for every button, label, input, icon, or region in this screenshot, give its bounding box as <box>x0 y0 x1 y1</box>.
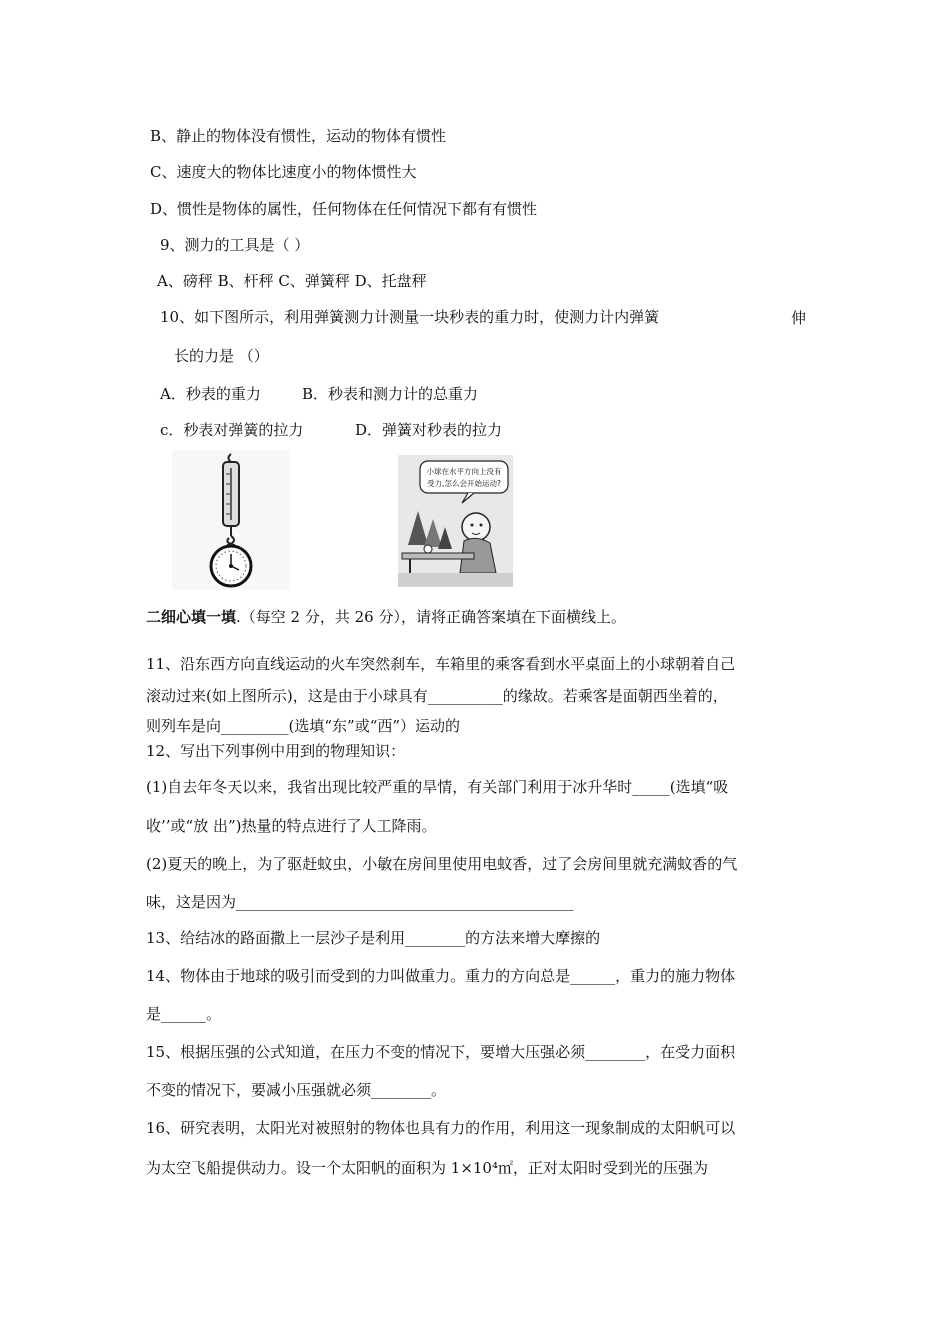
q9-stem: 9、测力的工具是（ ） <box>160 236 310 254</box>
q10-stem: 10、如下图所示，利用弹簧测力计测量一块秒表的重力时，使测力计内弹簧 <box>160 308 660 326</box>
q9-options: A、磅秤 B、杆秤 C、弹簧秤 D、托盘秤 <box>157 272 427 290</box>
bubble-text-line2: 受力,怎么会开始运动? <box>427 479 501 488</box>
q11-line1: 11、沿东西方向直线运动的火车突然刹车，车箱里的乘客看到水平桌面上的小球朝着自己 <box>146 655 736 673</box>
q12-part1-line2: 收’’或“放 出”)热量的特点进行了人工降雨。 <box>146 817 437 835</box>
q16-line2: 为太空飞船提供动力。设一个太阳帆的面积为 1×10⁴㎡，正对太阳时受到光的压强为 <box>146 1159 708 1177</box>
q10-stem-end: 伸 <box>791 309 807 327</box>
section-2-title: 二细心填一填 <box>146 608 237 626</box>
q11-line3: 则列车是向_________(选填“东”或“西”）运动的 <box>146 717 461 735</box>
q10-option-c: c．秒表对弹簧的拉力 <box>160 421 304 439</box>
q12-part2-line2: 味，这是因为_____________________________________________ <box>146 893 574 911</box>
train-ball-cartoon-figure <box>398 455 513 587</box>
spring-scale-stopwatch-figure <box>172 450 290 590</box>
q12-part2-line1: (2)夏天的晚上，为了驱赶蚊虫，小敏在房间里使用电蚊香，过了会房间里就充满蚊香的气 <box>146 855 738 873</box>
bubble-text-line1: 小球在水平方向上没有 <box>426 467 502 476</box>
q12-stem: 12、写出下列事例中用到的物理知识： <box>146 742 406 760</box>
section-2-heading <box>146 607 626 627</box>
q14-line1: 14、物体由于地球的吸引而受到的力叫做重力。重力的方向总是______，重力的施力物体 <box>146 967 736 985</box>
q8-option-c: C、速度大的物体比速度小的物体惯性大 <box>150 163 417 181</box>
q8-option-d: D、惯性是物体的属性，任何物体在任何情况下都有有惯性 <box>150 200 538 218</box>
q13-line1: 13、给结冰的路面撒上一层沙子是利用________的方法来增大摩擦的 <box>146 929 601 947</box>
q15-line1: 15、根据压强的公式知道，在压力不变的情况下，要增大压强必须________，在受力面积 <box>146 1043 736 1061</box>
q8-option-b: B、静止的物体没有惯性，运动的物体有惯性 <box>150 127 447 145</box>
q10-option-b: B．秒表和测力计的总重力 <box>302 385 479 403</box>
q10-stem-continued: 长的力是 （） <box>174 347 269 365</box>
q14-line2: 是______。 <box>146 1005 222 1023</box>
q10-option-a: A．秒表的重力 <box>160 385 261 403</box>
q16-line1: 16、研究表明，太阳光对被照射的物体也具有力的作用，利用这一现象制成的太阳帆可以 <box>146 1119 736 1137</box>
q10-option-d: D．弹簧对秒表的拉力 <box>355 421 503 439</box>
section-2-note: .（每空 2 分，共 26 分），请将正确答案填在下面横线上。 <box>236 608 626 626</box>
q11-line2: 滚动过来(如上图所示)，这是由于小球具有__________的缘故。若乘客是面朝西坐着的， <box>146 687 728 705</box>
q12-part1-line1: (1)自去年冬天以来，我省出现比较严重的旱情，有关部门利用于冰升华时_____(选填“吸 <box>146 778 729 796</box>
q15-line2: 不变的情况下，要减小压强就必须________。 <box>146 1081 447 1099</box>
